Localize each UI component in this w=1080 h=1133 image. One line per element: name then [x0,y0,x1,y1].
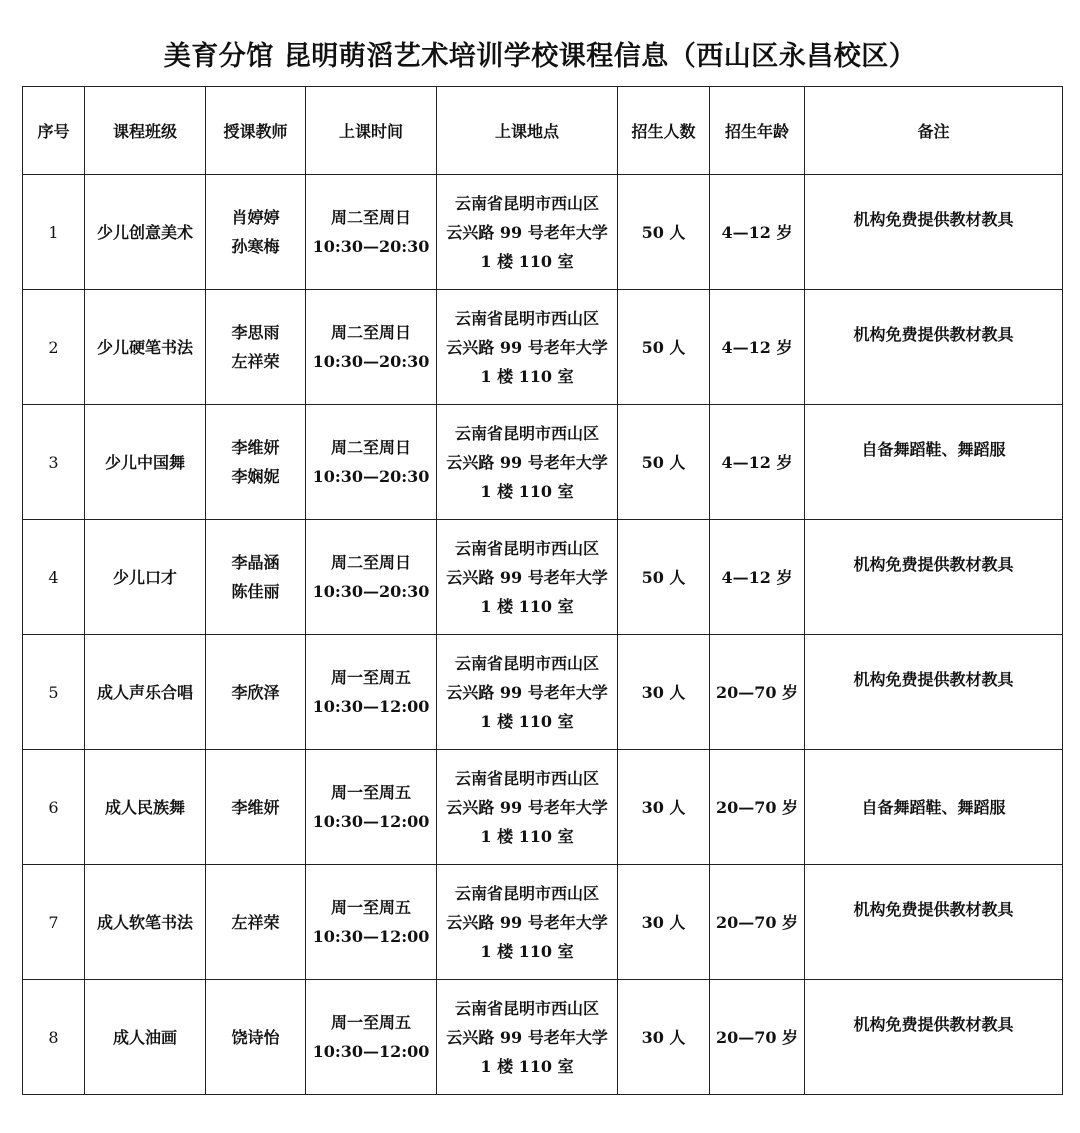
address-line: 云南省昆明市西山区 [454,193,599,213]
cell-age: 4—12 岁 [710,290,805,405]
course-table [22,86,1063,1095]
cell-course-class: 成人软笔书法 [85,865,206,980]
cell-notes [805,520,1063,635]
cell-enrollment: 30 人 [618,635,710,750]
teacher-name: 孙寒梅 [231,237,280,256]
page-title: 美育分馆 昆明萌滔艺术培训学校课程信息（西山区永昌校区） [163,41,917,72]
cell-course-class: 少儿口才 [85,520,206,635]
cell-course-class: 少儿创意美术 [85,175,206,290]
table-row [23,405,1063,520]
address-line: 云兴路 99 号老年大学 [446,567,608,587]
cell-enrollment: 30 人 [618,980,710,1095]
address-line: 1 楼 110 室 [480,366,574,386]
teacher-name: 李维妍 [231,797,280,817]
cell-course-class: 成人声乐合唱 [85,635,206,750]
cell-class-time [306,865,437,980]
time-line: 10:30—12:00 [312,697,430,716]
cell-teacher [206,175,306,290]
cell-age: 4—12 岁 [710,405,805,520]
cell-teacher [206,520,306,635]
header-notes: 备注 [805,87,1063,175]
cell-course-class: 少儿硬笔书法 [85,290,206,405]
notes-text: 机构免费提供教材教具 [853,899,1014,919]
cell-location [437,175,618,290]
header-age: 招生年龄 [710,87,805,175]
notes-text: 机构免费提供教材教具 [853,209,1014,229]
time-line: 10:30—12:00 [312,927,430,946]
address-line: 云兴路 99 号老年大学 [446,452,608,472]
cell-location [437,405,618,520]
time-line: 10:30—20:30 [312,237,430,256]
cell-notes [805,175,1063,290]
cell-enrollment: 50 人 [618,520,710,635]
cell-seq: 8 [23,980,85,1095]
address-line: 云南省昆明市西山区 [454,768,599,788]
cell-location [437,750,618,865]
notes-text: 机构免费提供教材教具 [853,669,1014,689]
cell-seq: 5 [23,635,85,750]
address-line: 云南省昆明市西山区 [454,653,599,673]
time-line: 周二至周日 [330,438,411,457]
header-seq: 序号 [23,87,85,175]
table-row [23,865,1063,980]
cell-age: 4—12 岁 [710,520,805,635]
cell-class-time [306,980,437,1095]
time-line: 10:30—20:30 [312,352,430,371]
time-line: 周二至周日 [330,553,411,572]
address-line: 云南省昆明市西山区 [454,308,599,328]
cell-location [437,865,618,980]
teacher-name: 肖婷婷 [231,208,280,227]
cell-teacher [206,405,306,520]
notes-text: 机构免费提供教材教具 [853,1014,1014,1034]
table-row [23,635,1063,750]
cell-class-time [306,750,437,865]
cell-age: 20—70 岁 [710,635,805,750]
cell-teacher [206,980,306,1095]
cell-course-class: 成人油画 [85,980,206,1095]
notes-text: 机构免费提供教材教具 [853,324,1014,344]
cell-class-time [306,175,437,290]
cell-enrollment: 50 人 [618,175,710,290]
cell-notes [805,980,1063,1095]
address-line: 1 楼 110 室 [480,596,574,616]
address-line: 1 楼 110 室 [480,711,574,731]
address-line: 1 楼 110 室 [480,941,574,961]
cell-seq: 4 [23,520,85,635]
teacher-name: 左祥荣 [231,912,280,932]
header-teacher: 授课教师 [206,87,306,175]
address-line: 云兴路 99 号老年大学 [446,912,608,932]
teacher-name: 李娴妮 [231,467,280,486]
address-line: 1 楼 110 室 [480,1056,574,1076]
address-line: 云兴路 99 号老年大学 [446,682,608,702]
time-line: 10:30—12:00 [312,1042,430,1061]
cell-notes [805,865,1063,980]
cell-teacher [206,635,306,750]
time-line: 周一至周五 [330,783,411,802]
address-line: 云兴路 99 号老年大学 [446,797,608,817]
table-row [23,290,1063,405]
table-row [23,980,1063,1095]
cell-teacher [206,750,306,865]
teacher-name: 李思雨 [231,323,280,342]
address-line: 云南省昆明市西山区 [454,423,599,443]
address-line: 1 楼 110 室 [480,481,574,501]
cell-class-time [306,290,437,405]
address-line: 1 楼 110 室 [480,826,574,846]
time-line: 10:30—12:00 [312,812,430,831]
table-row [23,520,1063,635]
cell-location [437,635,618,750]
cell-age: 20—70 岁 [710,980,805,1095]
time-line: 周二至周日 [330,323,411,342]
address-line: 云南省昆明市西山区 [454,883,599,903]
cell-location [437,290,618,405]
cell-notes [805,405,1063,520]
time-line: 周一至周五 [330,668,411,687]
cell-enrollment: 50 人 [618,405,710,520]
cell-age: 20—70 岁 [710,750,805,865]
cell-seq: 1 [23,175,85,290]
cell-age: 4—12 岁 [710,175,805,290]
cell-notes [805,635,1063,750]
time-line: 周二至周日 [330,208,411,227]
cell-age: 20—70 岁 [710,865,805,980]
table-body [23,175,1063,1095]
cell-notes [805,290,1063,405]
cell-enrollment: 30 人 [618,750,710,865]
cell-class-time [306,520,437,635]
notes-text: 自备舞蹈鞋、舞蹈服 [861,439,1006,459]
cell-teacher [206,865,306,980]
time-line: 周一至周五 [330,898,411,917]
notes-text: 机构免费提供教材教具 [853,554,1014,574]
time-line: 10:30—20:30 [312,582,430,601]
address-line: 1 楼 110 室 [480,251,574,271]
teacher-name: 李维妍 [231,438,280,457]
cell-location [437,520,618,635]
cell-teacher [206,290,306,405]
time-line: 10:30—20:30 [312,467,430,486]
teacher-name: 李欣泽 [231,682,280,702]
cell-notes [805,750,1063,865]
header-enrollment: 招生人数 [618,87,710,175]
teacher-name: 饶诗怡 [231,1027,280,1047]
table-row [23,750,1063,865]
header-location: 上课地点 [437,87,618,175]
cell-class-time [306,405,437,520]
cell-enrollment: 50 人 [618,290,710,405]
cell-seq: 3 [23,405,85,520]
cell-seq: 2 [23,290,85,405]
header-course-class: 课程班级 [85,87,206,175]
cell-course-class: 成人民族舞 [85,750,206,865]
teacher-name: 陈佳丽 [231,582,280,601]
header-class-time: 上课时间 [306,87,437,175]
teacher-name: 左祥荣 [231,352,280,371]
cell-class-time [306,635,437,750]
cell-location [437,980,618,1095]
address-line: 云兴路 99 号老年大学 [446,222,608,242]
cell-enrollment: 30 人 [618,865,710,980]
address-line: 云南省昆明市西山区 [454,998,599,1018]
address-line: 云兴路 99 号老年大学 [446,1027,608,1047]
notes-text: 自备舞蹈鞋、舞蹈服 [861,797,1006,817]
cell-seq: 6 [23,750,85,865]
table-row [23,175,1063,290]
header-row [23,87,1063,175]
address-line: 云兴路 99 号老年大学 [446,337,608,357]
cell-seq: 7 [23,865,85,980]
time-line: 周一至周五 [330,1013,411,1032]
cell-course-class: 少儿中国舞 [85,405,206,520]
address-line: 云南省昆明市西山区 [454,538,599,558]
teacher-name: 李晶涵 [231,553,280,572]
